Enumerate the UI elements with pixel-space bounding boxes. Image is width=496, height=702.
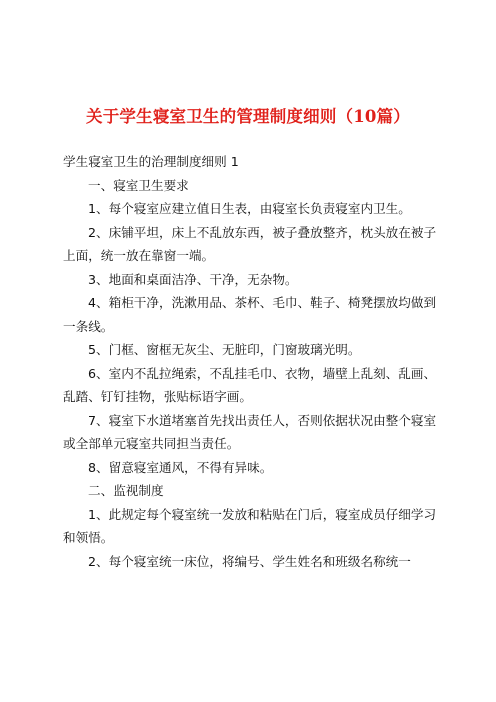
- paragraph: 3、地面和桌面洁净、干净，无杂物。: [88, 271, 298, 287]
- paragraph: 1、此规定每个寝室统一发放和粘贴在门后，寝室成员仔细学习和领悟。: [63, 506, 437, 545]
- paragraph: 4、箱柜干净，洗漱用品、茶杯、毛巾、鞋子、椅凳摆放均做到一条线。: [63, 295, 437, 334]
- paragraph: 2、每个寝室统一床位，将编号、学生姓名和班级名称统一: [88, 553, 411, 569]
- document-title: 关于学生寝室卫生的管理制度细则（10篇）: [86, 107, 410, 126]
- paragraph: 1、每个寝室应建立值日生表，由寝室长负责寝室内卫生。: [88, 201, 411, 216]
- paragraph: 6、室内不乱拉绳索，不乱挂毛巾、衣物，墙壁上乱刻、乱画、乱踏、钉钉挂物，张贴标语字画。: [63, 365, 437, 404]
- paragraph: 二、监视制度: [88, 483, 164, 498]
- paragraph: 学生寝室卫生的治理制度细则 1: [63, 154, 239, 169]
- paragraph: 8、留意寝室通风，不得有异味。: [88, 459, 273, 475]
- document-body: [63, 150, 439, 573]
- paragraph: 2、床铺平坦，床上不乱放东西，被子叠放整齐，枕头放在被子上面，统一放在靠窗一端。: [63, 224, 437, 263]
- paragraph: 5、门框、窗框无灰尘、无脏印，门窗玻璃光明。: [88, 342, 361, 357]
- paragraph: 一、寝室卫生要求: [88, 177, 189, 193]
- paragraph: 7、寝室下水道堵塞首先找出责任人，否则依据状况由整个寝室或全部单元寝室共同担当责任。: [63, 412, 437, 451]
